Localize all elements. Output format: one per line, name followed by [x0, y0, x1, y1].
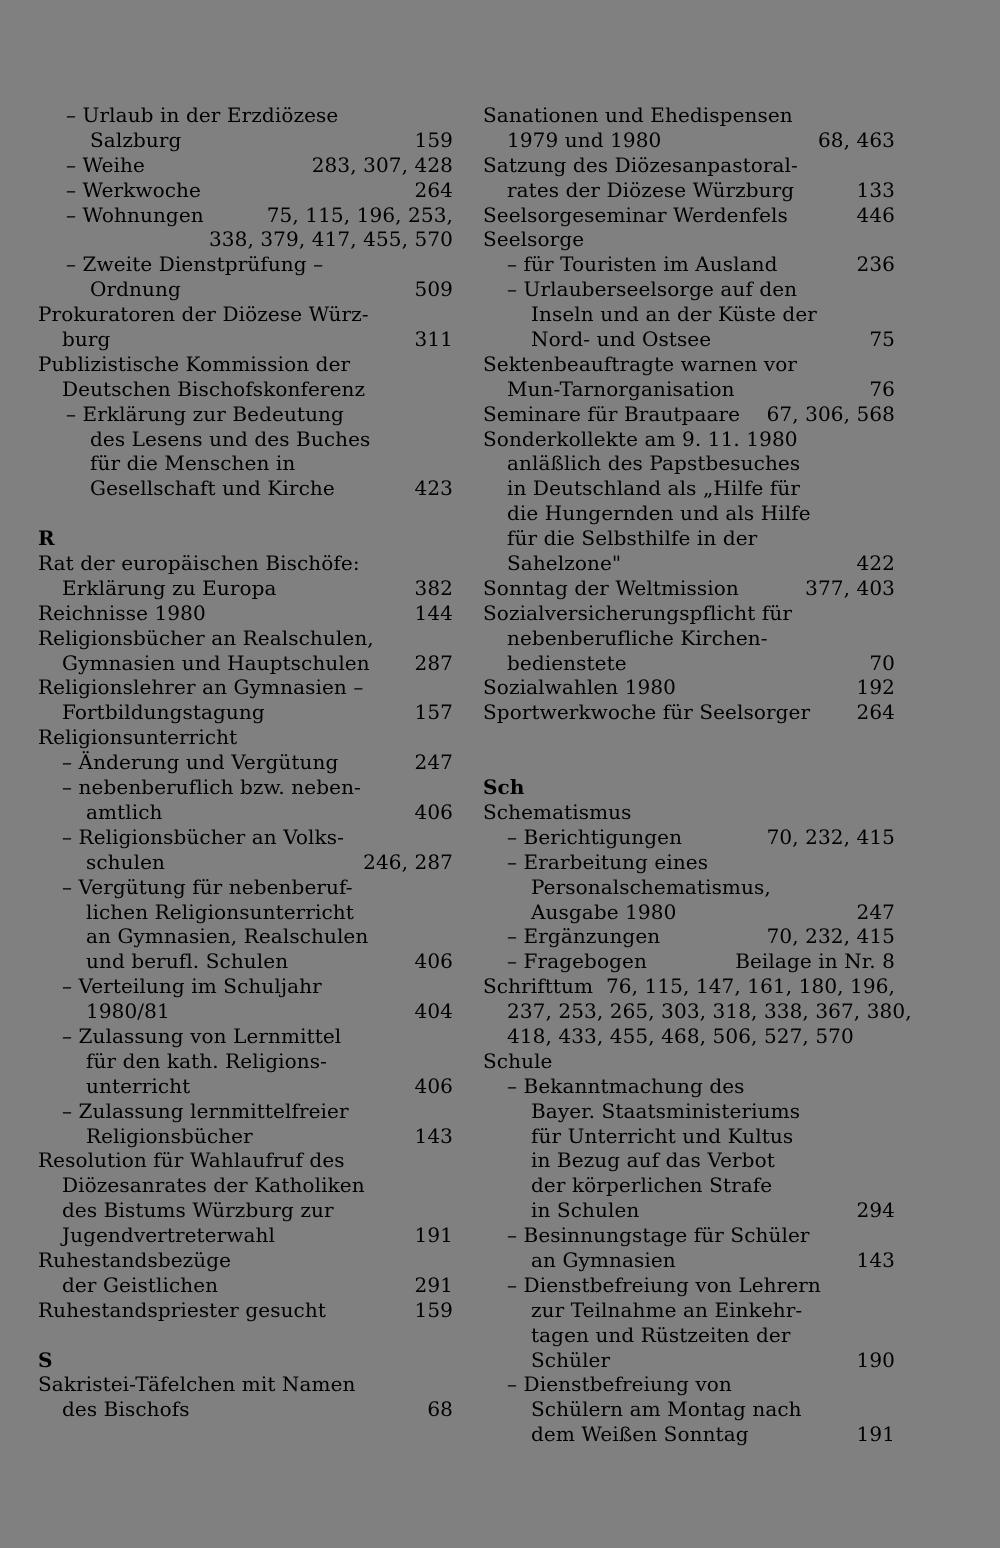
- index-entry-line: [38, 1099, 453, 1124]
- index-entry-pages: 191: [414, 1223, 453, 1248]
- index-entry-line: [38, 850, 453, 875]
- index-entry-pages: 133: [856, 177, 895, 202]
- index-entry-pages: 422: [856, 551, 895, 576]
- index-entry-text: amtlich: [86, 799, 163, 824]
- index-entry-line: [38, 949, 453, 974]
- index-entry-line: [483, 327, 895, 352]
- index-entry-line: [38, 402, 453, 427]
- index-entry-line: [38, 178, 453, 203]
- index-entry-pages: 247: [856, 899, 895, 924]
- index-entry-pages: 192: [856, 675, 895, 700]
- index-entry-line: [483, 700, 895, 725]
- index-entry-text: Salzburg: [90, 127, 182, 152]
- index-entry-text: – Zulassung lernmittelfreier: [62, 1098, 349, 1123]
- index-entry-line: [483, 427, 895, 452]
- index-entry-text: Schule: [483, 1048, 553, 1073]
- index-entry-pages: 68: [427, 1397, 453, 1422]
- index-entry-pages: 246, 287: [363, 849, 453, 874]
- index-entry-text: Rat der europäischen Bischöfe:: [38, 551, 360, 576]
- index-entry-text: Sahelzone": [507, 551, 622, 576]
- index-entry-text: – Zulassung von Lernmittel: [62, 1023, 342, 1048]
- index-entry-text: Fortbildungstagung: [62, 700, 265, 725]
- index-entry-pages: 287: [414, 650, 453, 675]
- index-entry-text: Schematismus: [483, 799, 632, 824]
- index-entry-text: tagen und Rüstzeiten der: [531, 1322, 791, 1347]
- index-entry-line: [483, 153, 895, 178]
- index-entry-line: [483, 377, 895, 402]
- index-entry-pages: 509: [414, 277, 453, 302]
- index-entry-line: [483, 402, 895, 427]
- index-entry-line: [483, 1198, 895, 1223]
- index-entry-line: [483, 924, 895, 949]
- index-entry-pages: 159: [414, 1297, 453, 1322]
- index-entry-text: – Urlauberseelsorge auf den: [507, 277, 798, 302]
- index-entry-line: [483, 227, 895, 252]
- index-entry-text: Gesellschaft und Kirche: [90, 476, 335, 501]
- index-entry-line: [38, 1298, 453, 1323]
- index-entry-line: [38, 1248, 453, 1273]
- blank-line: [38, 501, 453, 526]
- index-entry-line: [483, 451, 895, 476]
- index-entry-text: in Schulen: [531, 1198, 640, 1223]
- index-entry-line: [38, 128, 453, 153]
- index-column-right: [483, 103, 912, 1447]
- index-entry-pages: 377, 403: [805, 575, 895, 600]
- index-entry-line: [483, 103, 895, 128]
- index-entry-pages: 311: [414, 327, 453, 352]
- index-entry-line: [483, 1348, 895, 1373]
- index-entry-line: [38, 1024, 453, 1049]
- index-entry-text: Religionslehrer an Gymnasien –: [38, 675, 364, 700]
- index-entry-text: in Deutschland als „Hilfe für: [507, 476, 801, 501]
- index-entry-text: Sakristei-Täfelchen mit Namen: [38, 1372, 356, 1397]
- index-entry-pages: 157: [414, 700, 453, 725]
- index-entry-text: für die Menschen in: [90, 451, 296, 476]
- index-column-left: [38, 103, 453, 1422]
- index-entry-line: [38, 203, 453, 228]
- index-entry-pages: 70: [869, 650, 895, 675]
- index-entry-text: 1979 und 1980: [507, 127, 662, 152]
- index-entry-line: [38, 875, 453, 900]
- index-entry-line: [483, 1397, 895, 1422]
- index-entry-text: anläßlich des Papstbesuches: [507, 451, 801, 476]
- index-entry-text: Deutschen Bischofskonferenz: [62, 376, 366, 401]
- index-entry-line: [38, 227, 453, 252]
- index-entry-line: [483, 825, 895, 850]
- index-entry-text: Sportwerkwoche für Seelsorger: [483, 700, 811, 725]
- index-entry-pages: 294: [856, 1198, 895, 1223]
- index-entry-pages: 382: [414, 575, 453, 600]
- index-entry-text: und berufl. Schulen: [86, 949, 289, 974]
- index-entry-text: Sanationen und Ehedispensen: [483, 103, 793, 127]
- index-entry-text: – Fragebogen: [507, 949, 647, 974]
- blank-line: [483, 750, 895, 775]
- index-entry-text: Ruhestandsbezüge: [38, 1247, 232, 1272]
- blank-line: [38, 1323, 453, 1348]
- index-entry-line: [38, 327, 453, 352]
- index-entry-line: [38, 750, 453, 775]
- index-entry-line: [38, 626, 453, 651]
- index-entry-text: Sektenbeauftragte warnen vor: [483, 351, 798, 376]
- index-entry-line: [483, 1323, 895, 1348]
- index-entry-text: Prokuratoren der Diözese Würz-: [38, 302, 369, 327]
- index-entry-text: Diözesanrates der Katholiken: [62, 1173, 365, 1198]
- index-entry-text: Resolution für Wahlaufruf des: [38, 1148, 345, 1173]
- index-entry-line: [483, 128, 895, 153]
- index-entry-line: [38, 427, 453, 452]
- index-entry-text: – Werkwoche: [66, 177, 201, 202]
- index-entry-line: [38, 576, 453, 601]
- index-entry-line: [38, 1372, 453, 1397]
- index-entry-pages: 264: [856, 700, 895, 725]
- index-entry-text: – für Touristen im Ausland: [507, 252, 778, 277]
- index-entry-line: [38, 1074, 453, 1099]
- index-entry-text: an Gymnasien, Realschulen: [86, 924, 369, 949]
- index-entry-line: [38, 476, 453, 501]
- index-entry-line: [483, 1148, 895, 1173]
- index-entry-line: [483, 1074, 895, 1099]
- index-entry-line: [483, 1124, 895, 1149]
- index-entry-text: Sonntag der Weltmission: [483, 575, 739, 600]
- index-entry-text: – Wohnungen: [66, 202, 204, 227]
- index-entry-pages: 446: [856, 202, 895, 227]
- index-entry-pages: 406: [414, 1073, 453, 1098]
- index-entry-pages: 191: [856, 1422, 895, 1447]
- index-entry-text: – Ergänzungen: [507, 924, 661, 949]
- index-entry-pages: 291: [414, 1272, 453, 1297]
- index-entry-line: [483, 1173, 895, 1198]
- index-entry-line: [38, 302, 453, 327]
- index-entry-text: Nord- und Ostsee: [531, 327, 712, 352]
- index-entry-line: [38, 1273, 453, 1298]
- index-entry-pages: 143: [414, 1123, 453, 1148]
- index-entry-text: Religionsbücher: [86, 1123, 253, 1148]
- index-entry-line: [483, 1298, 895, 1323]
- index-entry-line: [38, 825, 453, 850]
- index-entry-pages: 144: [414, 600, 453, 625]
- index-entry-text: Satzung des Diözesanpastoral-: [483, 152, 798, 177]
- index-entry-line: [38, 974, 453, 999]
- index-entry-line: [483, 476, 895, 501]
- index-entry-text: bedienstete: [507, 650, 627, 675]
- index-entry-text: Jugendvertreterwahl: [62, 1223, 276, 1248]
- index-entry-text: – Vergütung für nebenberuf-: [62, 874, 353, 899]
- index-entry-line: [38, 924, 453, 949]
- index-entry-text: der Geistlichen: [62, 1272, 219, 1297]
- index-entry-pages: 406: [414, 799, 453, 824]
- index-entry-text: – nebenberuflich bzw. neben-: [62, 775, 361, 800]
- index-entry-text: Reichnisse 1980: [38, 600, 206, 625]
- index-entry-text: dem Weißen Sonntag: [531, 1422, 749, 1447]
- index-entry-text: lichen Religionsunterricht: [86, 899, 354, 924]
- index-entry-text: für die Selbsthilfe in der: [507, 526, 758, 551]
- index-entry-text: – Erarbeitung eines: [507, 849, 709, 874]
- index-entry-text: – Berichtigungen: [507, 824, 683, 849]
- index-entry-text: Schülern am Montag nach: [531, 1397, 802, 1422]
- index-entry-line: [38, 601, 453, 626]
- index-entry-line: [483, 1049, 895, 1074]
- index-entry-line: [38, 700, 453, 725]
- index-entry-line: [483, 900, 895, 925]
- index-entry-pages: 404: [414, 999, 453, 1024]
- index-entry-text: Seelsorgeseminar Werdenfels: [483, 202, 788, 227]
- index-entry-text: Seminare für Brautpaare: [483, 401, 741, 426]
- index-entry-line: [38, 1124, 453, 1149]
- index-entry-line: [38, 1397, 453, 1422]
- index-entry-text: für den kath. Religions-: [86, 1048, 327, 1073]
- index-entry-text: Sonderkollekte am 9. 11. 1980: [483, 426, 798, 451]
- index-entry-text: 1980/81: [86, 999, 170, 1024]
- index-entry-line: [483, 551, 895, 576]
- index-entry-line: [483, 526, 895, 551]
- index-entry-text: Publizistische Kommission der: [38, 351, 351, 376]
- index-entry-text: Sozialwahlen 1980: [483, 675, 676, 700]
- index-entry-line: [483, 252, 895, 277]
- index-entry-pages: 75, 115, 196, 253,: [266, 202, 453, 227]
- index-entry-line: [483, 1099, 895, 1124]
- index-entry-text: S: [38, 1347, 53, 1372]
- index-entry-text: Inseln und an der Küste der: [531, 302, 817, 327]
- index-entry-line: [483, 850, 895, 875]
- index-entry-line: [38, 252, 453, 277]
- index-entry-pages: 247: [414, 750, 453, 775]
- index-entry-pages: 67, 306, 568: [766, 401, 895, 426]
- index-entry-pages: 68, 463: [817, 127, 895, 152]
- index-entry-line: [483, 626, 895, 651]
- section-letter-heading: [38, 526, 453, 551]
- index-entry-text: Erklärung zu Europa: [62, 575, 277, 600]
- index-entry-text: – Erklärung zur Bedeutung: [66, 401, 344, 426]
- index-entry-text: die Hungernden und als Hilfe: [507, 501, 811, 526]
- index-entry-text: Schüler: [531, 1347, 611, 1372]
- index-entry-text: 237, 253, 265, 303, 318, 338, 367, 380,: [507, 999, 912, 1024]
- index-entry-pages: 264: [414, 177, 453, 202]
- index-entry-text: – Urlaub in der Erzdiözese: [66, 103, 339, 127]
- index-entry-line: [483, 675, 895, 700]
- index-entry-pages: 190: [856, 1347, 895, 1372]
- index-entry-pages: Beilage in Nr. 8: [735, 949, 895, 974]
- index-entry-pages: 338, 379, 417, 455, 570: [208, 227, 453, 252]
- index-entry-line: [483, 203, 895, 228]
- index-entry-text: Ruhestandspriester gesucht: [38, 1297, 326, 1322]
- index-entry-text: Religionsunterricht: [38, 725, 238, 750]
- index-entry-line: [483, 1273, 895, 1298]
- index-entry-text: zur Teilnahme an Einkehr-: [531, 1297, 803, 1322]
- index-entry-text: der körperlichen Strafe: [531, 1173, 773, 1198]
- index-entry-line: [483, 949, 895, 974]
- index-entry-line: [38, 1173, 453, 1198]
- index-entry-text: Sch: [483, 775, 525, 800]
- index-entry-text: unterricht: [86, 1073, 191, 1098]
- index-entry-text: des Bistums Würzburg zur: [62, 1198, 334, 1223]
- index-entry-text: Ausgabe 1980: [531, 899, 677, 924]
- index-entry-line: [483, 1248, 895, 1273]
- index-entry-text: – Bekanntmachung des: [507, 1073, 745, 1098]
- index-entry-line: [483, 651, 895, 676]
- index-entry-line: [38, 725, 453, 750]
- index-entry-line: [38, 451, 453, 476]
- index-entry-line: [483, 1223, 895, 1248]
- index-entry-text: schulen: [86, 849, 166, 874]
- index-entry-line: [38, 1148, 453, 1173]
- index-entry-text: nebenberufliche Kirchen-: [507, 625, 768, 650]
- index-entry-text: in Bezug auf das Verbot: [531, 1148, 775, 1173]
- section-letter-heading: [38, 1348, 453, 1373]
- index-entry-line: [38, 900, 453, 925]
- index-entry-text: – Dienstbefreiung von Lehrern: [507, 1272, 821, 1297]
- index-entry-line: [483, 302, 895, 327]
- index-entry-text: R: [38, 526, 55, 551]
- index-entry-pages: 406: [414, 949, 453, 974]
- index-entry-line: [483, 178, 895, 203]
- index-entry-line: [483, 1024, 895, 1049]
- index-entry-text: burg: [62, 327, 111, 352]
- index-entry-pages: 75: [869, 327, 895, 352]
- index-entry-text: Bayer. Staatsministeriums: [531, 1098, 801, 1123]
- index-entry-line: [483, 1372, 895, 1397]
- index-entry-text: Schrifttum: [483, 974, 594, 999]
- index-entry-text: Sozialversicherungspflicht für: [483, 600, 792, 625]
- index-entry-line: [38, 1049, 453, 1074]
- index-entry-line: [483, 352, 895, 377]
- index-entry-pages: 70, 232, 415: [766, 824, 895, 849]
- index-entry-text: an Gymnasien: [531, 1247, 676, 1272]
- index-entry-line: [483, 601, 895, 626]
- index-entry-line: [38, 277, 453, 302]
- blank-line: [483, 725, 895, 750]
- index-entry-text: des Bischofs: [62, 1397, 190, 1422]
- index-entry-line: [483, 999, 912, 1024]
- index-entry-text: Religionsbücher an Realschulen,: [38, 625, 374, 650]
- index-entry-text: Ordnung: [90, 277, 181, 302]
- index-entry-pages: 283, 307, 428: [311, 152, 453, 177]
- index-entry-line: [38, 153, 453, 178]
- index-entry-line: [38, 1198, 453, 1223]
- index-entry-line: [483, 277, 895, 302]
- section-letter-heading: [483, 775, 895, 800]
- index-entry-line: [38, 999, 453, 1024]
- index-entry-pages: 143: [856, 1247, 895, 1272]
- index-entry-pages: 70, 232, 415: [766, 924, 895, 949]
- index-entry-text: – Dienstbefreiung von: [507, 1372, 732, 1397]
- index-entry-line: [483, 1422, 895, 1447]
- index-entry-text: rates der Diözese Würzburg: [507, 177, 795, 202]
- index-entry-line: [38, 651, 453, 676]
- index-entry-text: Personalschematismus,: [531, 874, 771, 899]
- index-entry-pages: 423: [414, 476, 453, 501]
- index-entry-line: [38, 103, 453, 128]
- index-entry-line: [483, 875, 895, 900]
- index-entry-line: [38, 377, 453, 402]
- index-entry-line: [483, 576, 895, 601]
- index-entry-line: [38, 1223, 453, 1248]
- index-entry-line: [38, 675, 453, 700]
- index-entry-text: Gymnasien und Hauptschulen: [62, 650, 370, 675]
- index-entry-line: [38, 352, 453, 377]
- index-entry-line: [38, 775, 453, 800]
- index-entry-text: – Zweite Dienstprüfung –: [66, 252, 324, 277]
- index-entry-text: Seelsorge: [483, 227, 585, 252]
- index-entry-line: [483, 974, 895, 999]
- index-entry-text: für Unterricht und Kultus: [531, 1123, 794, 1148]
- index-entry-pages: 159: [414, 127, 453, 152]
- index-entry-text: – Verteilung im Schuljahr: [62, 974, 322, 999]
- index-entry-text: – Weihe: [66, 152, 145, 177]
- index-entry-text: – Religionsbücher an Volks-: [62, 824, 344, 849]
- index-entry-text: 418, 433, 455, 468, 506, 527, 570: [507, 1023, 854, 1048]
- index-entry-pages: 76, 115, 147, 161, 180, 196,: [605, 974, 895, 999]
- index-entry-text: Mun-Tarnorganisation: [507, 376, 735, 401]
- index-entry-line: [483, 800, 895, 825]
- index-entry-text: – Besinnungstage für Schüler: [507, 1223, 810, 1248]
- index-entry-text: – Änderung und Vergütung: [62, 750, 339, 775]
- index-entry-line: [38, 551, 453, 576]
- index-entry-text: des Lesens und des Buches: [90, 426, 371, 451]
- index-entry-line: [483, 501, 895, 526]
- index-entry-line: [38, 800, 453, 825]
- index-entry-pages: 236: [856, 252, 895, 277]
- index-entry-pages: 76: [869, 376, 895, 401]
